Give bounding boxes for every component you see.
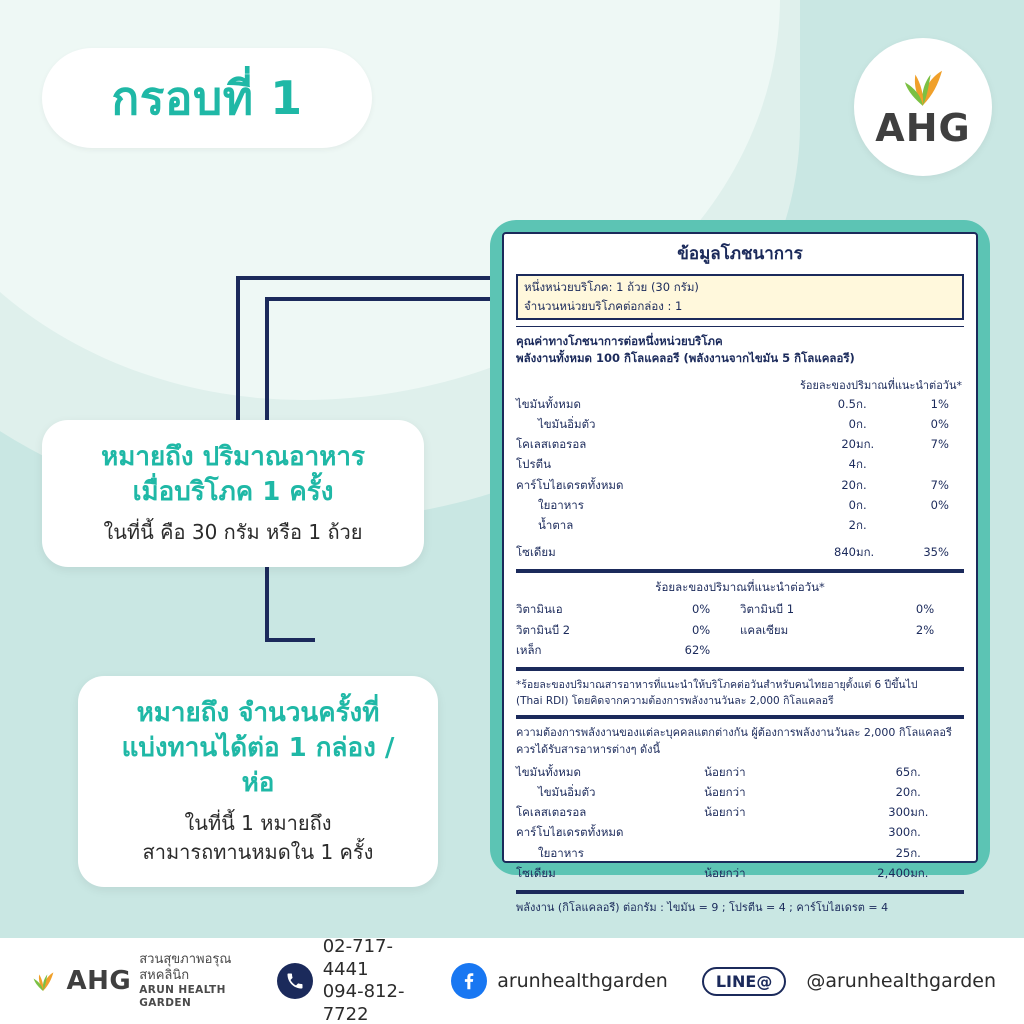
dv-unit: ก. bbox=[910, 764, 921, 779]
phone-icon bbox=[277, 963, 313, 999]
vitamin-name-right bbox=[740, 640, 877, 660]
energy-varies-line2: ควรได้รับสารอาหารต่างๆ ดังนี้ bbox=[516, 742, 661, 756]
footer-line[interactable] bbox=[702, 967, 996, 996]
phone-number-1: 02-717-4441 bbox=[322, 936, 393, 980]
nutrient-pct-unit bbox=[938, 455, 964, 475]
nutrient-unit: ก. bbox=[856, 477, 867, 492]
table-row bbox=[516, 394, 964, 414]
nutrient-value: 4 bbox=[848, 457, 856, 472]
nutrient-value: 20 bbox=[841, 437, 856, 451]
table-row bbox=[516, 640, 964, 660]
nutrient-name: ไขมันทั้งหมด bbox=[516, 396, 581, 411]
wheat-icon bbox=[894, 67, 952, 107]
dv-limit: น้อยกว่า bbox=[704, 865, 746, 880]
vitamin-unit-left: % bbox=[699, 602, 711, 617]
dv-unit: มก. bbox=[910, 805, 929, 820]
dv-name: โซเดียม bbox=[516, 865, 556, 880]
nutrient-name: น้ำตาล bbox=[538, 518, 574, 532]
nutrient-pct bbox=[890, 516, 938, 536]
callout-1-head-line2: เมื่อบริโภค 1 ครั้ง bbox=[132, 477, 334, 508]
table-row bbox=[516, 495, 964, 515]
table-row bbox=[516, 843, 964, 863]
serving-info-box bbox=[516, 274, 964, 321]
nutrient-name: โซเดียม bbox=[516, 544, 556, 559]
nutrient-name: โคเลสเตอรอล bbox=[516, 437, 587, 451]
table-row bbox=[516, 516, 964, 536]
line-handle: @arunhealthgarden bbox=[806, 970, 996, 992]
nutrient-value: 2 bbox=[848, 518, 856, 532]
vitamin-name-left: วิตามินบี 2 bbox=[516, 622, 571, 637]
dv-limit: น้อยกว่า bbox=[704, 805, 746, 820]
nutrient-name: ใยอาหาร bbox=[538, 497, 584, 512]
divider-4 bbox=[516, 715, 964, 719]
nutrient-unit: ก. bbox=[856, 396, 867, 411]
brand-logo-text: AHG bbox=[875, 106, 971, 150]
dv-limit bbox=[704, 843, 820, 863]
dv-name: โคเลสเตอรอล bbox=[516, 805, 587, 820]
line-badge bbox=[702, 967, 786, 996]
footnote-line2: (Thai RDI) โดยคิดจากความต้องการพลังงานวันละ 2,000 กิโลแคลอรี bbox=[516, 694, 834, 707]
dv-unit: ก. bbox=[910, 845, 921, 860]
table-row bbox=[516, 782, 964, 802]
nutrient-pct-unit bbox=[938, 516, 964, 536]
divider-3 bbox=[516, 667, 964, 671]
callout-servings-per-container bbox=[78, 676, 438, 887]
nutrient-value: 0 bbox=[848, 497, 856, 512]
table-row bbox=[516, 863, 964, 883]
vitamin-dv-heading: ร้อยละของปริมาณที่แนะนำต่อวัน* bbox=[655, 579, 825, 594]
nutrition-panel bbox=[490, 220, 990, 914]
nutrient-pct: 7 bbox=[930, 437, 938, 451]
calories-line: พลังงานทั้งหมด 100 กิโลแคลอรี (พลังงานจากไขมัน 5 กิโลแคลอรี) bbox=[516, 351, 855, 366]
nutrient-unit: ก. bbox=[856, 416, 867, 431]
vitamin-unit-right: % bbox=[923, 602, 935, 617]
vitamin-unit-left: % bbox=[699, 622, 711, 637]
nutrient-unit: ก. bbox=[856, 497, 867, 512]
dv-limit: น้อยกว่า bbox=[704, 784, 746, 799]
nutrient-unit: ก. bbox=[856, 518, 867, 532]
calorie-conversion-line: พลังงาน (กิโลแคลอรี) ต่อกรัม : ไขมัน = 9 ; โปรตีน = 4 ; คาร์โบไฮเดรต = 4 bbox=[516, 900, 889, 914]
page-title-text: กรอบที่ 1 bbox=[111, 70, 303, 125]
servings-per-container-text: จำนวนหน่วยบริโภคต่อกล่อง : 1 bbox=[524, 298, 683, 313]
table-row bbox=[516, 414, 964, 434]
nutrient-pct-unit: % bbox=[938, 437, 949, 451]
dv-unit: มก. bbox=[910, 865, 929, 880]
nutrient-value: 840 bbox=[834, 544, 856, 559]
footer-phone[interactable] bbox=[277, 936, 417, 1024]
connector-2-horizontal-bottom bbox=[265, 638, 315, 642]
dv-limit bbox=[704, 823, 820, 843]
nutrient-value: 0.5 bbox=[837, 396, 856, 411]
dv-name: ใยอาหาร bbox=[538, 845, 584, 860]
nutrient-table bbox=[516, 394, 964, 563]
callout-2-head-line1: หมายถึง จำนวนครั้งที่ bbox=[136, 698, 380, 728]
line-badge-text: LINE@ bbox=[715, 971, 773, 991]
table-row bbox=[516, 620, 964, 640]
vitamin-value-left: 62 bbox=[684, 642, 700, 657]
nutrient-unit: ก. bbox=[856, 457, 867, 472]
nutrient-pct: 0 bbox=[930, 416, 938, 431]
nutrition-title: ข้อมูลโภชนาการ bbox=[677, 244, 803, 264]
nutrient-unit: มก. bbox=[856, 544, 875, 559]
vitamin-name-left: เหล็ก bbox=[516, 642, 542, 657]
nutrient-pct: 1 bbox=[930, 396, 938, 411]
footer-brand bbox=[28, 952, 243, 1011]
dv-unit: ก. bbox=[910, 784, 921, 799]
dv-column-heading: ร้อยละของปริมาณที่แนะนำต่อวัน* bbox=[799, 378, 962, 392]
page-title bbox=[42, 48, 372, 148]
callout-1-sub: ในที่นี้ คือ 30 กรัม หรือ 1 ถ้วย bbox=[103, 520, 363, 545]
facebook-handle: arunhealthgarden bbox=[497, 970, 668, 992]
nutrient-unit: มก. bbox=[856, 437, 875, 451]
dv-value: 300 bbox=[888, 805, 911, 820]
brand-logo-badge bbox=[854, 38, 992, 176]
table-row bbox=[516, 600, 964, 620]
per-serving-heading: คุณค่าทางโภชนาการต่อหนึ่งหน่วยบริโภค bbox=[516, 334, 723, 348]
callout-2-head-line2: แบ่งทานได้ต่อ 1 กล่อง / ห่อ bbox=[121, 733, 395, 799]
vitamin-value-right: 2 bbox=[915, 622, 924, 637]
nutrient-pct: 0 bbox=[930, 497, 938, 512]
vitamin-value-right bbox=[877, 640, 923, 660]
footer-facebook[interactable] bbox=[451, 963, 668, 999]
nutrient-pct: 7 bbox=[930, 477, 938, 492]
daily-value-table bbox=[516, 762, 964, 884]
phone-number-2: 094-812-7722 bbox=[322, 981, 405, 1024]
vitamin-unit-left: % bbox=[699, 642, 711, 657]
dv-value: 25 bbox=[895, 845, 911, 860]
vitamin-table bbox=[516, 600, 964, 661]
dv-unit: ก. bbox=[910, 825, 921, 840]
vitamin-name-left: วิตามินเอ bbox=[516, 602, 563, 617]
nutrient-pct-unit: % bbox=[938, 544, 949, 559]
nutrient-pct-unit: % bbox=[938, 477, 949, 492]
serving-size-text: หนึ่งหน่วยบริโภค: 1 ถ้วย (30 กรัม) bbox=[524, 279, 699, 294]
callout-1-head-line1: หมายถึง ปริมาณอาหาร bbox=[101, 442, 365, 472]
dv-value: 2,400 bbox=[877, 865, 911, 880]
footnote-line1: *ร้อยละของปริมาณสารอาหารที่แนะนำให้บริโภคต่อวันสำหรับคนไทยอายุตั้งแต่ 6 ปีขึ้นไป bbox=[516, 678, 918, 691]
wheat-icon bbox=[28, 965, 59, 997]
nutrient-pct: 35 bbox=[923, 544, 938, 559]
nutrient-value: 20 bbox=[841, 477, 856, 492]
dv-limit: น้อยกว่า bbox=[704, 764, 746, 779]
table-row bbox=[516, 762, 964, 782]
vitamin-value-left: 0 bbox=[691, 622, 700, 637]
nutrient-name: ไขมันอิ่มตัว bbox=[538, 416, 596, 431]
footer-brand-english: ARUN HEALTH GARDEN bbox=[139, 984, 226, 1010]
callout-2-sub-line1: ในที่นี้ 1 หมายถึง bbox=[184, 811, 332, 836]
table-row bbox=[516, 823, 964, 843]
nutrient-pct-unit: % bbox=[938, 416, 949, 431]
table-row bbox=[516, 435, 964, 455]
table-row bbox=[516, 803, 964, 823]
dv-name: ไขมันอิ่มตัว bbox=[538, 784, 596, 799]
dv-value: 65 bbox=[895, 764, 911, 779]
footer-brand-thai: สวนสุขภาพอรุณสหคลินิก bbox=[139, 951, 232, 983]
dv-value: 20 bbox=[895, 784, 911, 799]
energy-varies-line1: ความต้องการพลังงานของแต่ละบุคคลแตกต่างกัน ผู้ต้องการพลังงานวันละ 2,000 กิโลแคลอรี bbox=[516, 726, 952, 740]
dv-name: ไขมันทั้งหมด bbox=[516, 764, 581, 779]
footer-bar bbox=[0, 938, 1024, 1024]
vitamin-value-right: 0 bbox=[915, 602, 924, 617]
table-row bbox=[516, 536, 964, 563]
connector-1-horizontal-top bbox=[236, 276, 514, 280]
dv-name: คาร์โบไฮเดรตทั้งหมด bbox=[516, 825, 624, 840]
facebook-icon bbox=[451, 963, 487, 999]
nutrient-name: คาร์โบไฮเดรตทั้งหมด bbox=[516, 477, 624, 492]
nutrient-name: โปรตีน bbox=[516, 457, 551, 472]
connector-2-horizontal-top bbox=[265, 297, 515, 301]
vitamin-unit-right: % bbox=[923, 622, 935, 637]
nutrient-pct bbox=[890, 455, 938, 475]
divider-5 bbox=[516, 890, 964, 894]
footer-logo-text: AHG bbox=[66, 966, 132, 996]
dv-value: 300 bbox=[888, 825, 911, 840]
nutrition-label bbox=[502, 232, 978, 914]
callout-serving-size bbox=[42, 420, 424, 567]
nutrient-value: 0 bbox=[848, 416, 856, 431]
divider-1 bbox=[516, 326, 964, 327]
nutrient-pct-unit: % bbox=[938, 396, 949, 411]
divider-2 bbox=[516, 569, 964, 573]
vitamin-name-right: แคลเซียม bbox=[739, 622, 789, 637]
table-row bbox=[516, 475, 964, 495]
table-row bbox=[516, 455, 964, 475]
callout-2-sub-line2: สามารถทานหมดใน 1 ครั้ง bbox=[142, 840, 374, 865]
vitamin-value-left: 0 bbox=[691, 602, 700, 617]
nutrient-pct-unit: % bbox=[938, 497, 949, 512]
vitamin-unit-right bbox=[923, 640, 964, 660]
vitamin-name-right: วิตามินบี 1 bbox=[739, 602, 795, 617]
